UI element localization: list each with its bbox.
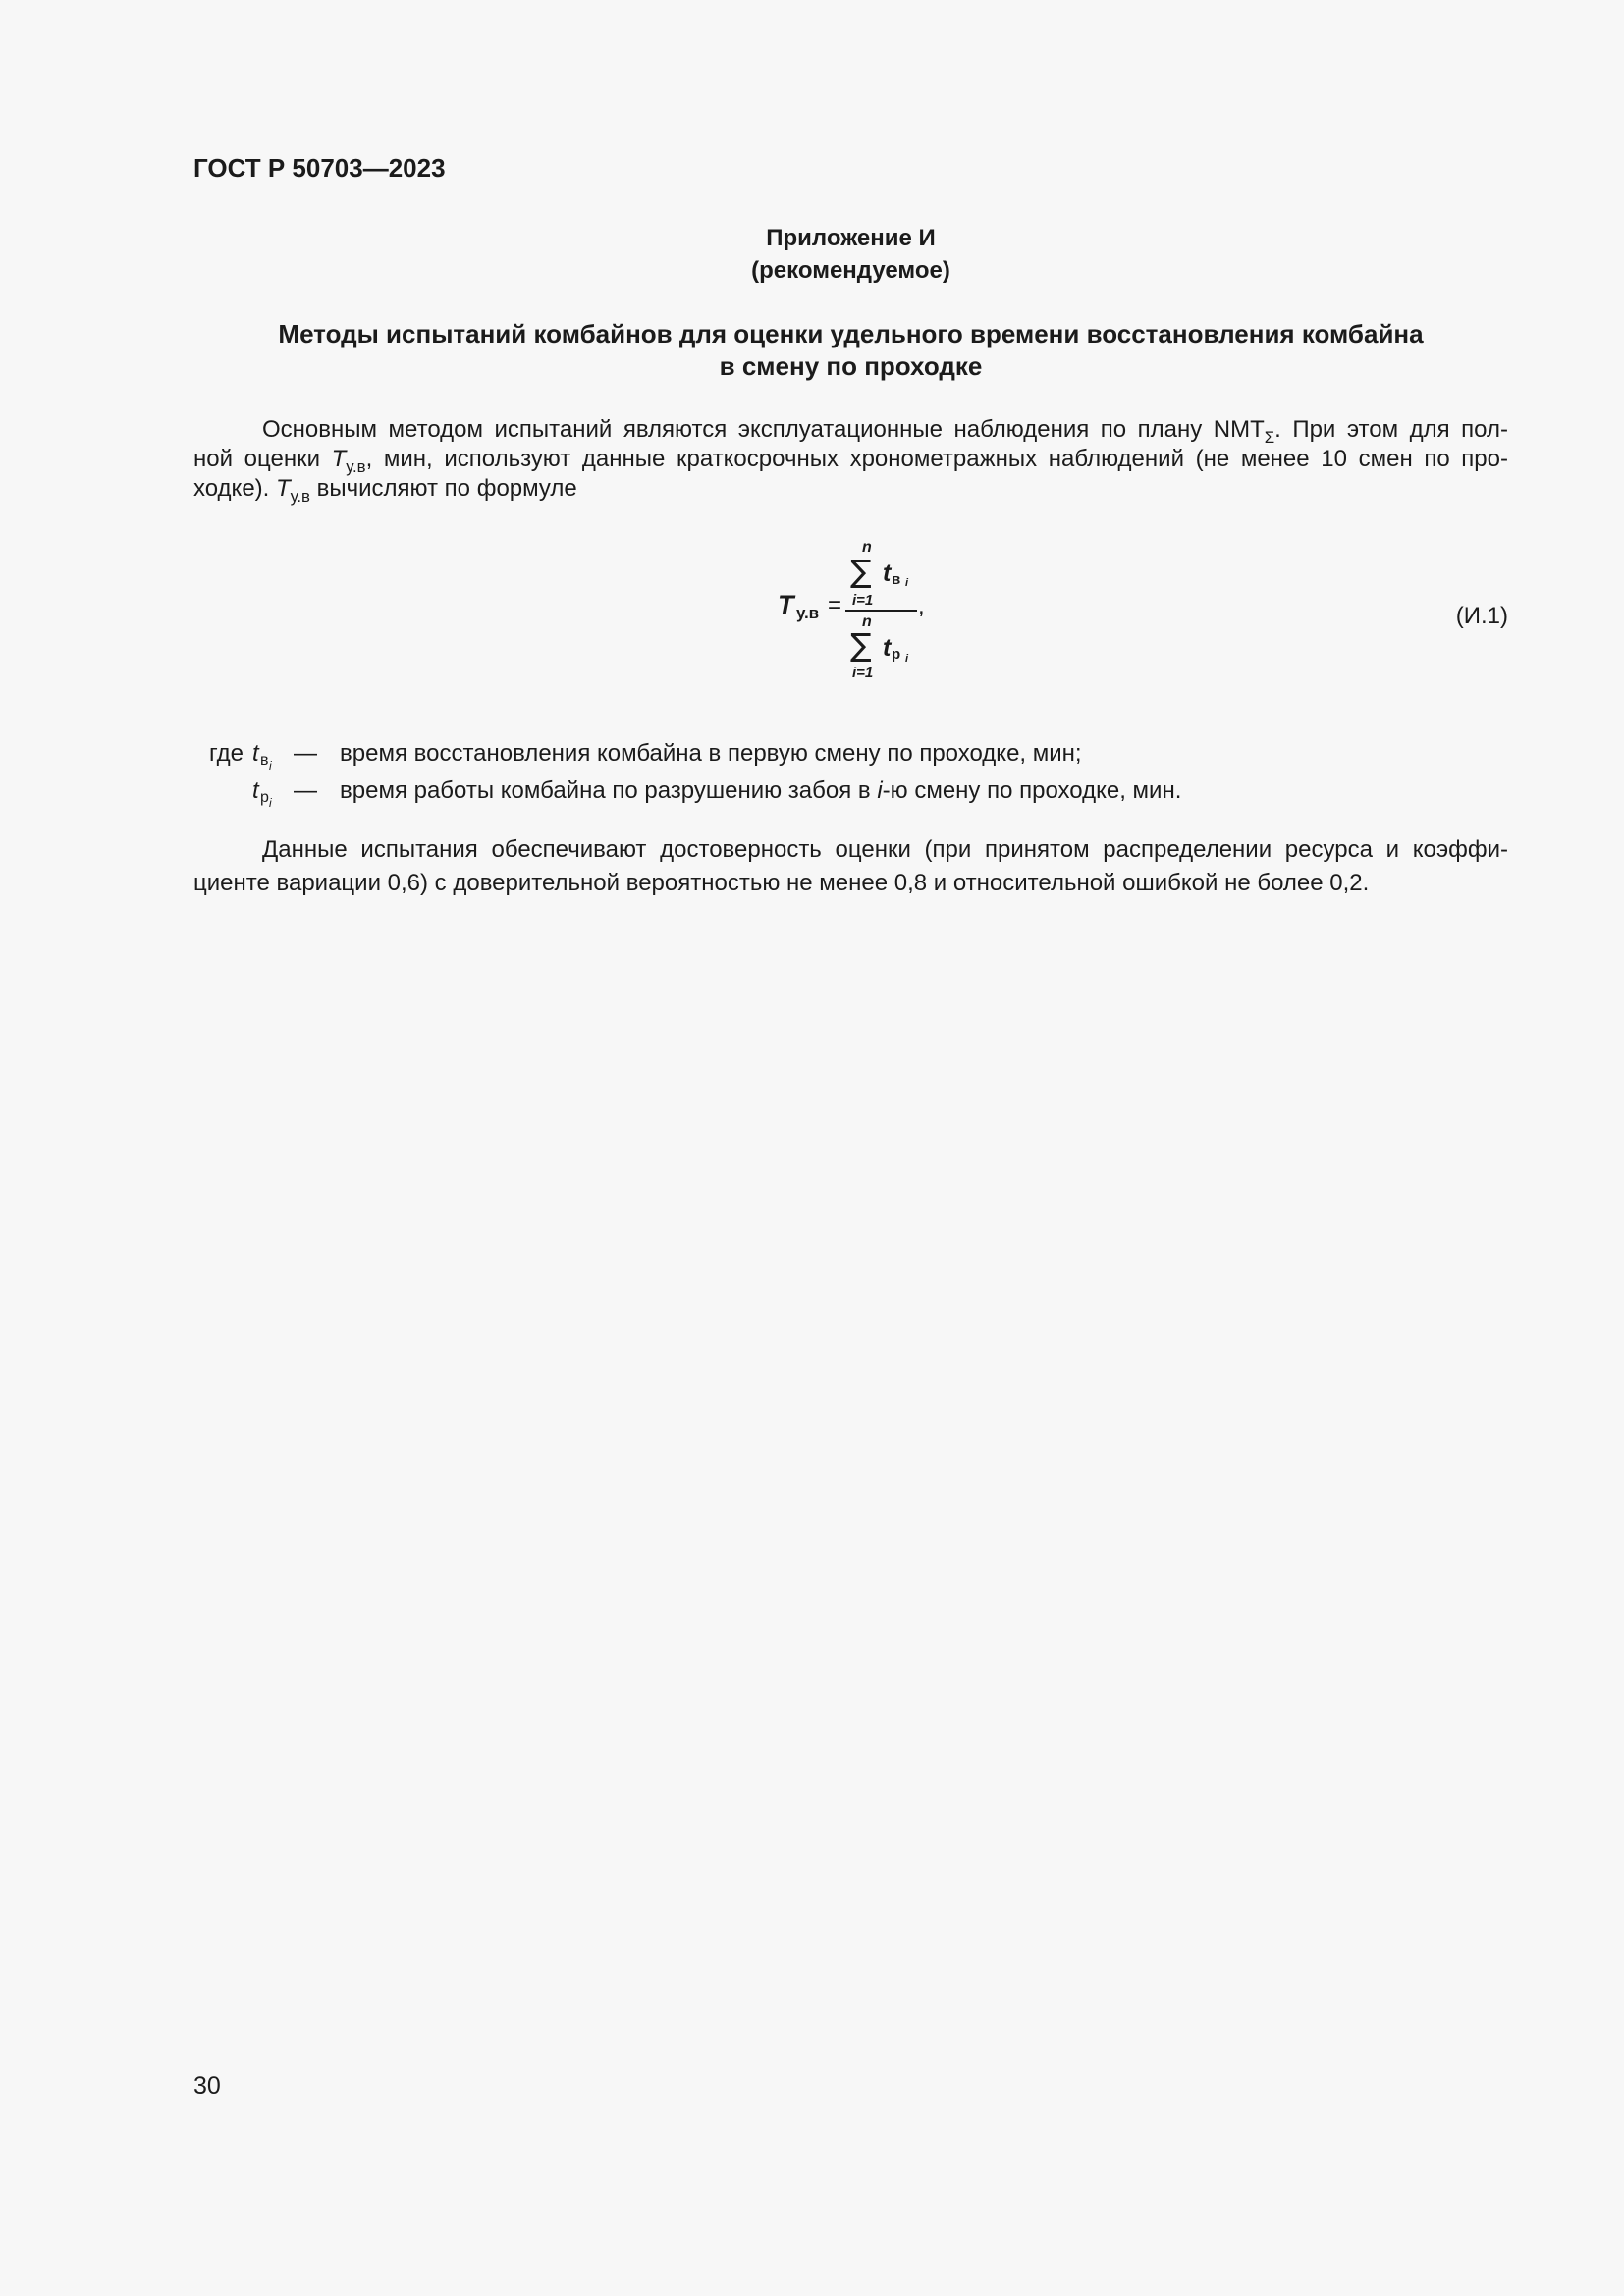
plan-subscript: Σ [1264,427,1275,447]
numerator-sum-lower: i=1 [852,592,874,609]
definition-row-1 [0,739,1624,773]
definition-text: время восстановления комбайна в первую смену по проходке, мин; [340,740,1082,767]
formula-comma: , [918,593,925,619]
appendix-status: (рекомендуемое) [751,257,950,284]
definition-text [340,776,1181,806]
paragraph-text: . При этом для пол- [1274,416,1508,443]
numerator-sum-symbol: ∑ [850,553,872,590]
numerator-variable: t [883,560,892,587]
paragraph-text: ходке). [193,475,276,502]
definition-subscript: р [260,789,269,806]
denominator-subscript: р [892,646,901,663]
denominator-subsubscript: i [905,653,909,665]
variable-t-subscript: у.в [290,486,310,506]
section-title-line-2: в смену по проходке [719,351,983,381]
paragraph-2-line-2 [193,869,1508,898]
page-number: 30 [193,2072,221,2100]
definition-index-i: i [877,777,883,804]
definition-dash: — [294,777,317,804]
fraction-bar [845,610,917,612]
paragraph-1-line-3 [193,474,1508,504]
paragraph-text: , мин, используют данные краткосрочных хронометражных наблюдений (не менее 10 смен по про- [365,446,1508,472]
definition-row-2 [0,776,1624,810]
paragraph-text: вычисляют по формуле [309,475,577,502]
document-code: ГОСТ Р 50703—2023 [193,153,446,183]
paragraph-text: Данные испытания обеспечивают достоверность оценки (при принятом распределении ресурса и коэффи- [262,836,1508,863]
paragraph-text: ной оценки [193,446,332,472]
definition-subsubscript: i [269,759,272,773]
denominator-sum-symbol: ∑ [850,626,872,664]
definition-variable: t [252,777,259,804]
denominator-variable: t [883,634,892,662]
numerator-subsubscript: i [905,577,909,589]
denominator-sum-upper: n [862,614,872,630]
denominator-sum-lower: i=1 [852,665,874,681]
paragraph-text: циенте вариации 0,6) с доверительной вероятностью не менее 0,8 и относительной ошибкой не более 0,2. [193,870,1370,896]
variable-t-subscript: у.в [346,456,366,476]
formula-equals: = [828,592,842,618]
definition-text-part: -ю смену по проходке, мин. [882,777,1182,804]
numerator-subscript: в [892,571,901,588]
variable-t: T [276,475,291,502]
definition-subscript: в [260,752,269,769]
definition-dash: — [294,740,317,767]
paragraph-1-line-1 [193,415,1508,445]
paragraph-text: Основным методом испытаний являются эксплуатационные наблюдения по плану NMT [262,416,1265,443]
formula-lhs-subscript: у.в [796,604,820,622]
appendix-label: Приложение И [766,225,936,251]
variable-t: T [331,446,347,472]
definition-subsubscript: i [269,796,272,810]
numerator-sum-upper: n [862,539,872,556]
definition-text-part: время работы комбайна по разрушению забоя в [340,777,878,804]
where-lead: где [209,740,244,767]
paragraph-2-line-1 [193,835,1508,865]
definition-variable: t [252,740,259,767]
equation-number: (И.1) [1455,603,1508,629]
section-title-line-1: Методы испытаний комбайнов для оценки удельного времени восстановления комбайна [278,319,1424,348]
paragraph-1-line-2 [193,445,1508,474]
formula-lhs: T [778,590,794,619]
